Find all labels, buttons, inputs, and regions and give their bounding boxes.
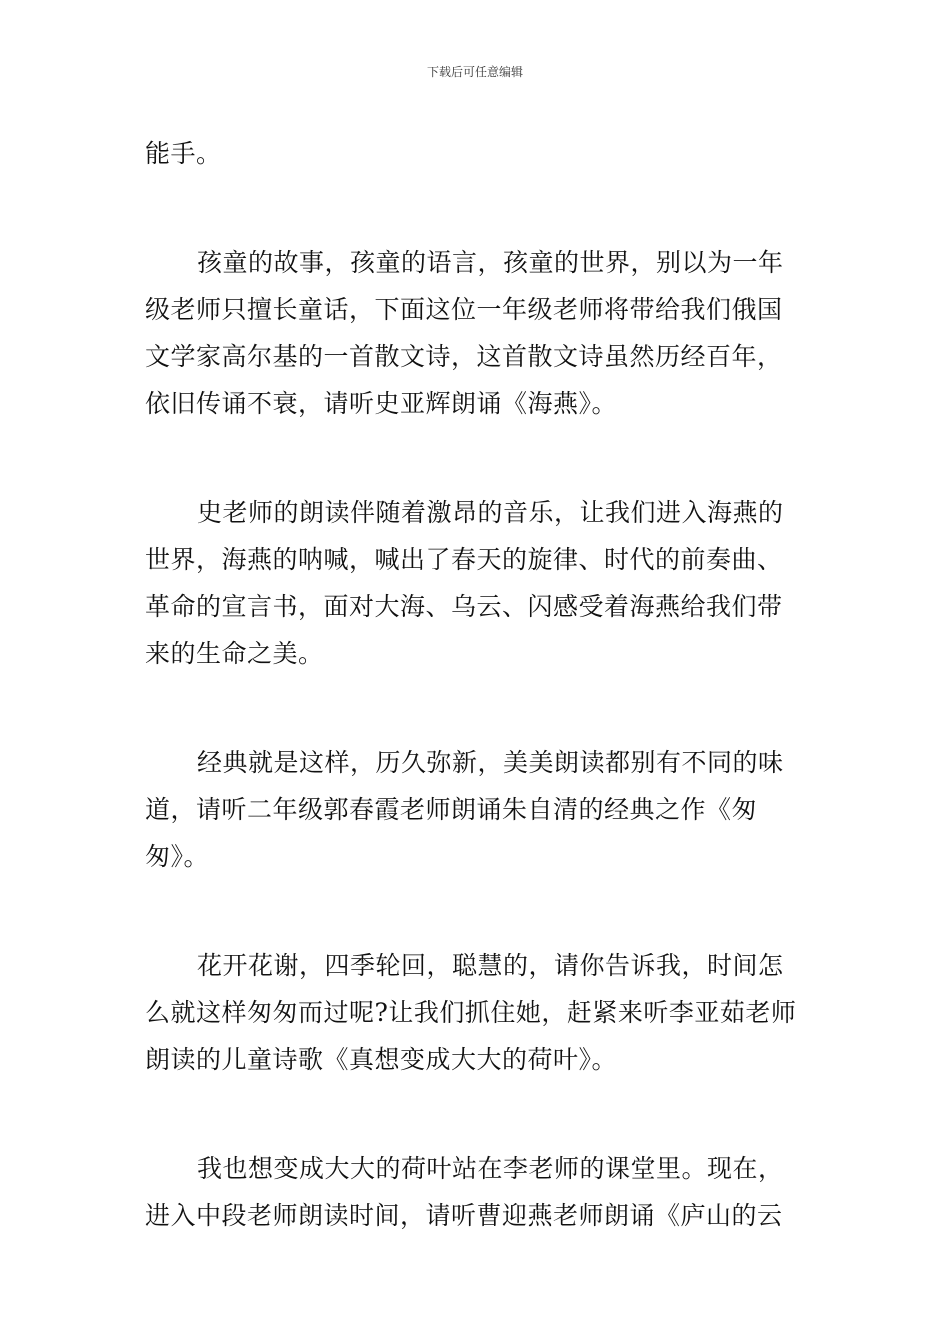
text-line: 能手。 bbox=[145, 139, 222, 168]
text-line: 经典就是这样，历久弥新，美美朗读都别有不同的味 bbox=[197, 748, 784, 777]
text-line: 匆》。 bbox=[145, 842, 210, 871]
text-line: 么就这样匆匆而过呢?让我们抓住她，赶紧来听李亚茹老师 bbox=[145, 998, 797, 1027]
text-line: 进入中段老师朗读时间，请听曹迎燕老师朗诵《庐山的云 bbox=[145, 1201, 783, 1230]
text-line: 依旧传诵不衰，请听史亚辉朗诵《海燕》。 bbox=[145, 389, 618, 418]
text-line: 世界，海燕的呐喊，喊出了春天的旋律、时代的前奏曲、 bbox=[145, 545, 783, 574]
text-line: 花开花谢，四季轮回，聪慧的，请你告诉我，时间怎 bbox=[197, 951, 784, 980]
paragraph bbox=[145, 942, 810, 1083]
paragraph bbox=[145, 739, 810, 880]
paragraph bbox=[145, 130, 810, 177]
paragraph bbox=[145, 239, 810, 427]
text-line: 史老师的朗读伴随着激昂的音乐，让我们进入海燕的 bbox=[197, 498, 784, 527]
page-header-note: 下载后可任意编辑 bbox=[426, 65, 523, 79]
text-line: 级老师只擅长童话，下面这位一年级老师将带给我们俄国 bbox=[145, 295, 783, 324]
document-body bbox=[145, 130, 810, 1239]
paragraph bbox=[145, 489, 810, 677]
text-line: 孩童的故事，孩童的语言，孩童的世界，别以为一年 bbox=[197, 248, 784, 277]
text-line: 文学家高尔基的一首散文诗，这首散文诗虽然历经百年， bbox=[145, 342, 783, 371]
text-line: 朗读的儿童诗歌《真想变成大大的荷叶》。 bbox=[145, 1045, 618, 1074]
text-line: 我也想变成大大的荷叶站在李老师的课堂里。现在， bbox=[197, 1154, 784, 1183]
paragraph bbox=[145, 1145, 810, 1239]
text-line: 革命的宣言书，面对大海、乌云、闪感受着海燕给我们带 bbox=[145, 592, 783, 621]
text-line: 道，请听二年级郭春霞老师朗诵朱自清的经典之作《匆 bbox=[145, 795, 758, 824]
text-line: 来的生命之美。 bbox=[145, 639, 324, 668]
